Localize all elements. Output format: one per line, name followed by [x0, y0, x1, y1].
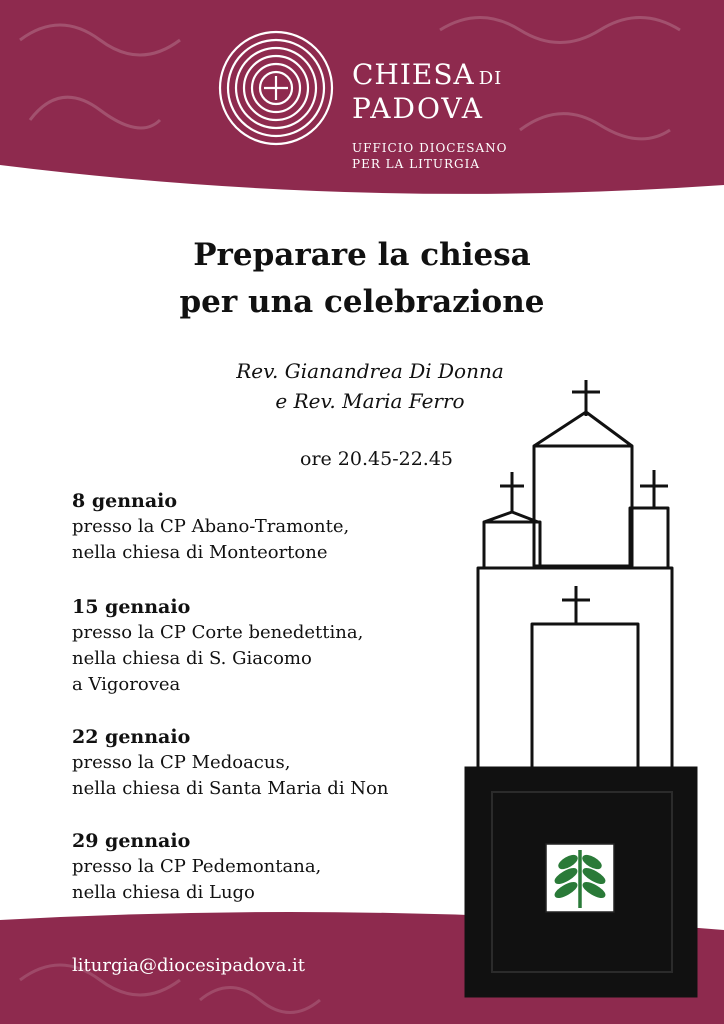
speaker-line2: e Rev. Maria Ferro	[275, 389, 465, 413]
event-line: nella chiesa di Lugo	[72, 882, 255, 903]
event-date: 8 gennaio	[72, 490, 178, 512]
event-date: 29 gennaio	[72, 830, 191, 852]
event-line: nella chiesa di S. Giacomo	[72, 648, 312, 669]
contact-email[interactable]: liturgia@diocesipadova.it	[72, 955, 306, 976]
church-illustration-icon	[462, 372, 702, 1002]
event-line: presso la CP Medoacus,	[72, 752, 291, 773]
event-line: nella chiesa di Monteortone	[72, 542, 328, 563]
page-title	[0, 232, 724, 326]
event-line: presso la CP Corte benedettina,	[72, 622, 364, 643]
event-line: presso la CP Abano-Tramonte,	[72, 516, 350, 537]
brand-name-line1: CHIESA DI	[352, 58, 503, 91]
event-item	[72, 594, 363, 698]
office-line1: UFFICIO DIOCESANO	[352, 141, 508, 155]
brand-name-di: DI	[478, 68, 503, 89]
speaker-line1: Rev. Gianandrea Di Donna	[236, 359, 504, 383]
office-line2: PER LA LITURGIA	[352, 157, 480, 171]
event-item	[72, 724, 389, 802]
title-line1: Preparare la chiesa	[193, 237, 531, 273]
title-line2: per una celebrazione	[179, 284, 545, 320]
event-date: 22 gennaio	[72, 726, 191, 748]
office-name	[352, 140, 507, 172]
event-date: 15 gennaio	[72, 596, 191, 618]
event-line: a Vigorovea	[72, 674, 181, 695]
event-time: ore 20.45-22.45	[300, 448, 454, 470]
diocese-logo-icon	[216, 28, 336, 148]
event-line: nella chiesa di Santa Maria di Non	[72, 778, 389, 799]
event-item	[72, 488, 349, 566]
event-line: presso la CP Pedemontana,	[72, 856, 322, 877]
event-item	[72, 828, 321, 906]
brand-name-line2: PADOVA	[352, 92, 484, 125]
